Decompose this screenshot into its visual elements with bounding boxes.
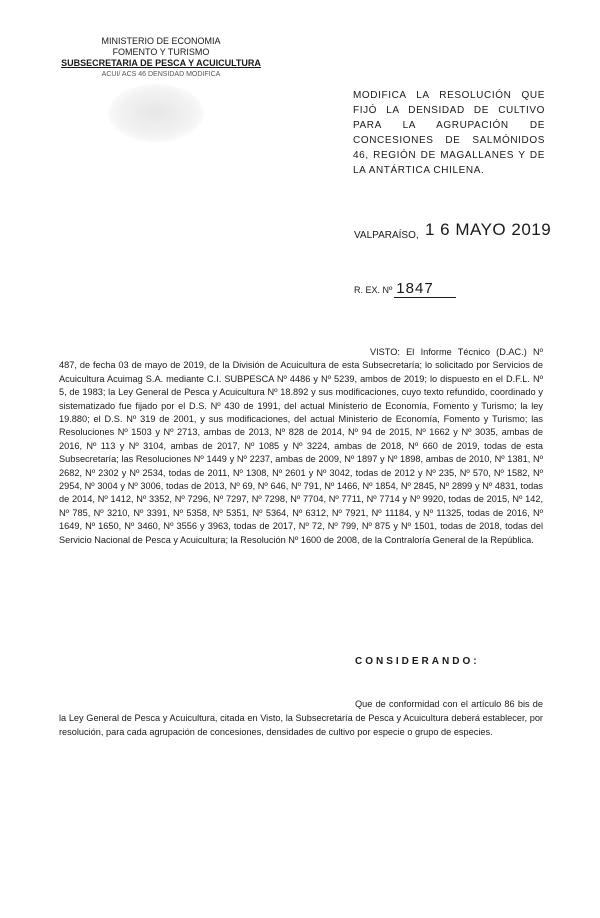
resolution-number-label: R. EX. Nº (354, 285, 393, 295)
resolution-number: 1847 (394, 280, 455, 298)
considerando-heading: CONSIDERANDO: (355, 656, 480, 667)
considerando-paragraph-1: Que de conformidad con el artículo 86 bis de la Ley General de Pesca y Acuicultura, citada en Visto, la Subsecretaría de Pesca y Acuicultura deberá establecer, por resolución, para cada agrupación de concesiones, densidades de cultivo por especie o grupo de especies. (59, 699, 543, 737)
visto-paragraph: VISTO: El Informe Técnico (D.AC.) Nº 487, de fecha 03 de mayo de 2019, de la División de Acuicultura de esta Subsecretaría; lo solicitado por Servicios de Acuicultura Acuimag S.A. mediante C.I. SUBPESCA Nº 4486 y Nº 5239, ambos de 2019; lo dispuesto en el D.F.L. Nº 5, de 1983; la Ley General de Pesca y Acuicultura Nº 18.892 y sus modificaciones, cuyo texto refundido, coordinado y sistematizado fue fijado por el D.S. Nº 430 de 1991, del actual Ministerio de Economía, Fomento y Turismo; la ley 19.880; el D.S. Nº 319 de 2001, y sus modificaciones, del actual Ministerio de Economía, Fomento y Turismo; las Resoluciones Nº 1503 y Nº 2713, ambas de 2013, Nº 828 de 2014, Nº 94 de 2015, Nº 1662 y Nº 3035, ambas de 2016, Nº 113 y Nº 3104, ambas de 2017, Nº 1085 y Nº 3224, ambas de 2018, Nº 660 de 2019, todas de esta Subsecretaría; las Resoluciones Nº 1449 y Nº 2237, ambas de 2009, Nº 1897 y Nº 1898, ambas de 2010, Nº 1381, Nº 2682, Nº 2302 y Nº 2534, todas de 2011, Nº 1308, Nº 2601 y Nº 3042, todas de 2012 y Nº 235, Nº 570, Nº 1582, Nº 2954, Nº 3004 y Nº 3006, todas de 2013, Nº 69, Nº 646, Nº 791, Nº 1466, Nº 1854, Nº 2845, Nº 2899 y Nº 4831, todas de 2014, Nº 1412, Nº 3352, Nº 7296, Nº 7297, Nº 7298, Nº 7704, Nº 7711, Nº 7714 y Nº 9920, todas de 2015, Nº 142, Nº 785, Nº 3210, Nº 3391, Nº 5358, Nº 5351, Nº 5364, Nº 6312, Nº 7921, Nº 11184, y Nº 11325, todas de 2016, Nº 1649, Nº 1650, Nº 3460, Nº 3556 y 3963, todas de 2017, Nº 72, Nº 799, Nº 875 y Nº 1501, todas de 2018, todas del Servicio Nacional de Pesca y Acuicultura; la Resolución Nº 1600 de 2008, de la Contraloría General de la República. (59, 347, 543, 545)
letterhead (56, 36, 266, 80)
undersecretariat-name: SUBSECRETARIA DE PESCA Y ACUICULTURA (61, 58, 261, 68)
faded-stamp (108, 84, 204, 142)
stamped-date: 1 6 MAYO 2019 (425, 220, 552, 239)
place-label: VALPARAÍSO, (354, 230, 419, 241)
resolution-subject: MODIFICA LA RESOLUCIÓN QUE FIJÓ LA DENSIDAD DE CULTIVO PARA LA AGRUPACIÓN DE CONCESIONES DE SALMÓNIDOS 46, REGIÓN DE MAGALLANES Y DE LA ANTÁRTICA CHILENA. (353, 90, 545, 176)
resolution-number-line (354, 280, 456, 297)
ministry-name: MINISTERIO DE ECONOMIA (101, 36, 221, 46)
document-reference: ACUI/ ACS 46 DENSIDAD MODIFICA (101, 71, 221, 78)
ministry-subtitle: FOMENTO Y TURISMO (112, 47, 210, 57)
